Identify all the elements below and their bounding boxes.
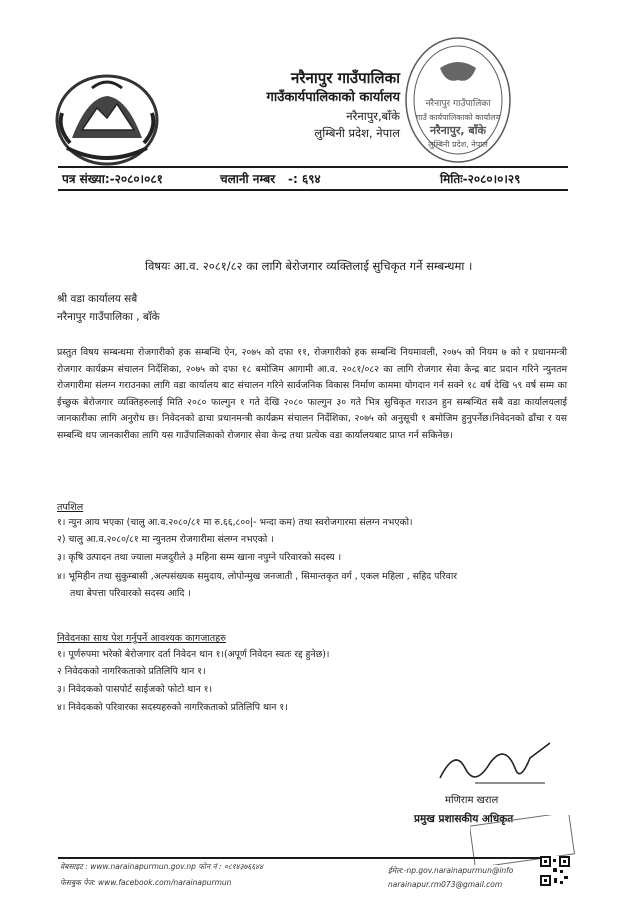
- document-item: १। पूर्णरुपमा भरेको बेरोजगार दर्ता निवेदन थान १।(अपूर्ण निवेदन स्वतः रद्द हुनेछ)।: [57, 649, 330, 660]
- document-item: ४। निवेदकको परिवारका सदस्यहरुको नागरिकताको प्रतिलिपि थान १।: [57, 702, 288, 713]
- stamp-text-4: लुम्बिनी प्रदेश, नेपाल: [428, 140, 488, 149]
- stamp-text-3: नरैनापुर, बाँके: [430, 124, 486, 137]
- criteria-item: तथा बेपत्ता परिवारको सदस्य आदि ।: [70, 588, 191, 599]
- criteria-heading: तपशिल: [57, 502, 84, 513]
- addressee-line2: नरैनापुर गाउँपालिका , बाँके: [57, 311, 160, 323]
- qr-code-icon: [540, 856, 570, 886]
- signer-name: मणिराम खराल: [445, 795, 499, 806]
- dispatch-number-label: चलानी नम्बर: [220, 172, 276, 186]
- document-item: २ निवेदकको नागरिकताको प्रतिलिपि थान १।: [57, 666, 206, 677]
- office-header: [210, 68, 400, 142]
- addressee-line1: श्री वडा कार्यालय सबै: [57, 293, 138, 305]
- footer-email: ईमेल:-np.gov.narainapurmun@info: [388, 866, 514, 875]
- office-round-stamp-icon: [400, 28, 515, 168]
- letter-subject: विषयः आ.व. २०८१/८२ का लागि बेरोजगार व्यक्तिलाई सुचिकृत गर्ने सम्बन्धमा ।: [145, 259, 473, 273]
- dispatch-number-value: -: ६९४: [288, 172, 321, 186]
- criteria-item: २) चालु आ.व.२०८०/८१ मा न्युनतम रोजगारीमा संलग्न नभएको ।: [57, 534, 274, 545]
- office-subtitle: गाउँकार्यपालिकाको कार्यालय: [266, 90, 400, 105]
- office-address-line2: लुम्बिनी प्रदेश, नेपाल: [314, 126, 400, 140]
- office-address-line1: नरैनापुर,बाँके: [346, 109, 400, 123]
- footer-website: वेबसाइट : www.narainapurmun.gov.np फोन नं : ०८१४३७६६४४: [60, 862, 263, 871]
- body-paragraph: प्रस्तुत विषय सम्बन्धमा रोजगारीको हक सम्बन्धि ऐन, २०७५ को दफा ११, रोजगारीको हक सम्बन्धि नियमावली, २०७५ को नियम ७ को र प्रधानमन्त्री रोजगार कार्यक्रम संचालन निर्देशिका, २०७५ को दफा १८ बमोजिम आगामी आ.व. २०८१/०८२ का लागि रोजगार सेवा केन्द्र बाट प्रदान गरिने न्युनतम रोजगारीमा संलग्न गराउनका लागि वडा कार्यालय बाट संचालन गरिने सार्वजनिक विकास निर्माण काममा योगदान गर्न सक्ने १८ वर्ष देखि ५९ वर्ष सम्म का ईच्छुक बेरोजगार व्यक्तिहरुलाई मिति २०८० फाल्गुन १ गते देखि २०८० फाल्गुन ३० गते भित्र सुचिकृत गराउन हुन सम्बन्धित सबै वडा कार्यालयलाई जानकारीका लागि अनुरोध छ। निवेदनको ढाचा प्रधानमन्त्री कार्यक्रम संचालन निर्देशिका, २०७५ को अनुसूची १ बमोजिम हुनुपर्नेछ।निवेदनको ढाँचा र यस सम्बन्धि थप जानकारीका लागि यस गाउँपालिकाको रोजगार सेवा केन्द्र तथा प्रत्येक वडा कार्यालयबाट प्राप्त गर्न सकिनेछ।: [57, 347, 567, 441]
- signer-title: प्रमुख प्रशासकीय अधिकृत: [414, 813, 514, 825]
- stamp-text-2: गाउँ कार्यपालिकाको कार्यालय: [415, 113, 501, 122]
- document-item: ३। निवेदकको पासपोर्ट साईजको फोटो थान १।: [57, 684, 213, 695]
- reference-number: पत्र संख्या:-२०८०।०८१: [62, 172, 163, 186]
- letter-date: मितिः-२०८०।०।२९: [440, 172, 521, 186]
- documents-heading: निवेदनका साथ पेश गर्नुपर्ने आवश्यक कागजातहरु: [57, 633, 226, 644]
- stamp-text-1: नरैनापुर गाउँपालिका: [425, 99, 491, 109]
- handwritten-signature: [435, 738, 555, 788]
- footer-facebook: फेसबुक पेज: www.facebook.com/narainapurmun: [60, 878, 232, 887]
- header-rule-bottom: [58, 189, 568, 191]
- criteria-item: ४। भूमिहीन तथा सुकुम्बासी ,अल्पसंख्यक समुदाय, लोपोन्मुख जनजाती , सिमान्तकृत वर्ग , एकल महिला , सहिद परिवार: [57, 571, 458, 582]
- footer-rule: [58, 857, 568, 859]
- header-rule-top: [58, 166, 568, 168]
- office-name: नरैनापुर गाउँपालिका: [291, 69, 400, 87]
- nepal-emblem-icon: [52, 68, 162, 168]
- criteria-item: ३। कृषि उत्पादन तथा ज्याला मजदुरीले ३ महिना सम्म खाना नपुग्ने परिवारको सदस्य ।: [57, 552, 342, 563]
- criteria-item: १। न्युन आय भएका (चालु आ.व.२०८०/८१ मा रु.६६,८००|- भन्दा कम) तथा स्वरोजगारमा संलग्न नभएको।: [57, 517, 413, 528]
- footer-email-2: narainapur.rm073@gmail.com: [388, 880, 503, 889]
